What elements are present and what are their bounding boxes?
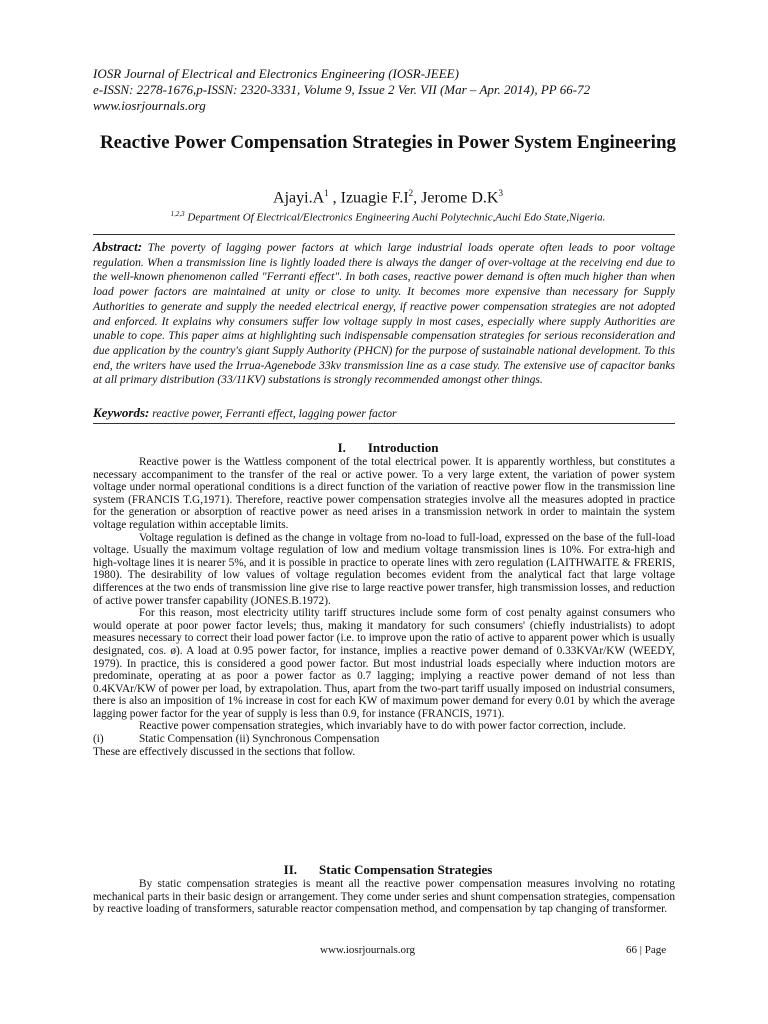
keywords-text: reactive power, Ferranti effect, lagging power factor [152, 407, 397, 420]
author-affiliation-mark: 2 [408, 188, 414, 198]
section-title: Introduction [367, 440, 439, 455]
journal-website: www.iosrjournals.org [93, 98, 206, 113]
paragraph: Reactive power is the Wattless component of the total electrical power. It is apparently worthless, but constitutes a necessary accompaniment to the transfer of the real or active power. To a very large extent, the variation of power system voltage under normal operational conditions is a direct function of the variation of reactive power flow in the transmission line system (FRANCIS T.G,1971). Therefore, reactive power compensation strategies involve all the measures adopted in practice for the generation or absorption of reactive power as need arises in a transmission network in order to maintain the system voltage regulation within acceptable limits. [93, 456, 675, 531]
paragraph: By static compensation strategies is meant all the reactive power compensation measures involving no rotating mechanical parts in their basic design or arrangement. They come under series and shunt compensation strategies, compensation by reactive loading of transformers, saturable reactor compensation method, and compensation by tap changing of transformer. [93, 878, 675, 916]
author-affiliation-mark: 1 [324, 188, 329, 198]
page-number: 66 | Page [626, 944, 667, 956]
footer-website: www.iosrjournals.org [320, 944, 416, 956]
author-separator: , [413, 189, 422, 207]
affiliation-text: Department Of Electrical/Electronics Engineering Auchi Polytechnic,Auchi Edo State,Nigeria. [184, 211, 606, 224]
author-name: Ajayi.A [273, 189, 325, 207]
list-text: Static Compensation (ii) Synchronous Compensation [139, 733, 380, 746]
divider-top [93, 234, 675, 235]
author-affiliation [88, 207, 688, 225]
paragraph: Reactive power compensation strategies, which invariably have to do with power factor correction, include. [139, 720, 626, 733]
section-heading-static-compensation [88, 862, 688, 878]
author-list [88, 183, 688, 208]
author-separator: , [328, 189, 341, 207]
section-heading-introduction [88, 440, 688, 456]
journal-issn: e-ISSN: 2278-1676,p-ISSN: 2320-3331, Volume 9, Issue 2 Ver. VII (Mar – Apr. 2014), PP 66-72 [93, 82, 591, 97]
section-title: Static Compensation Strategies [319, 862, 493, 877]
paragraph: Voltage regulation is defined as the change in voltage from no-load to full-load, expressed on the base of the full-load voltage. Usually the maximum voltage regulation of low and medium voltage transmission lines is 10%. For extra-high and high-voltage lines it is nearer 5%, and it is possible in practice to operate lines with zero regulation (LAITHWAITE & FRERIS, 1980). The desirability of low values of voltage regulation becomes evident from the analytical fact that large voltage differences at the two ends of transmission line give rise to large reactive power transfer, high transmission losses, and reduction of active power transfer capability (JONES.B.1972). [93, 531, 675, 607]
paragraph: These are effectively discussed in the sections that follow. [93, 745, 356, 758]
section-number: I. [337, 440, 346, 455]
keywords-label: Keywords: [93, 405, 150, 420]
section-number: II. [283, 862, 298, 877]
keywords [93, 405, 675, 421]
divider-bottom [93, 423, 675, 424]
static-compensation-body [93, 878, 675, 916]
abstract-label: Abstract: [93, 239, 143, 254]
author-affiliation-mark: 3 [498, 188, 503, 198]
paragraph: For this reason, most electricity utility tariff structures include some form of cost penalty against consumers who would operate at poor power factor levels; thus, making it mandatory for such consumers' (chiefly industrialists) to adopt measures necessary to correct their load power factor (i.e. to improve upon the ratio of active to apparent power which is usually designated, cos. ø). A load at 0.95 power factor, for instance, implies a reactive power demand of 0.33KVAr/KW (WEEDY, 1979). In practice, this is considered a good power factor. But most industrial loads especially where induction motors are predominate, operating at as poor a power factor as 0.7 lagging; implying a reactive power demand of not less than 0.4KVAr/KW of power per load, by extrapolation. Thus, apart from the two-part tariff usually imposed on industrial consumers, there is also an imposition of 1% increase in cost for each KW of maximum power demand for every 0.01 by which the average lagging power factor for the year of supply is less than 0.9, for instance (FRANCIS, 1971). [93, 607, 675, 720]
journal-name: IOSR Journal of Electrical and Electronics Engineering (IOSR-JEEE) [93, 66, 459, 81]
list-marker: (i) [93, 733, 104, 746]
affiliation-mark: 1,2,3 [170, 210, 185, 218]
abstract [93, 240, 675, 388]
abstract-text: The poverty of lagging power factors at which large industrial loads operate often leads to poor voltage regulation. When a transmission line is lightly loaded there is always the danger of over-voltage at the receiving end due to the well-known phenomenon called "Ferranti effect". In both cases, reactive power demand is often much higher than when load power factors are maintained at unity or close to unity. It becomes more expensive than necessary for Supply Authorities to generate and supply the needed electrical energy, if reactive power compensation strategies are not adopted and enforced. It explains why consumers suffer low voltage supply in most cases, especially where supply Authorities are unable to cope. This paper aims at highlighting such indispensable compensation strategies for serious reconsideration and due application by the country's giant Supply Authority (PHCN) for the purpose of sustainable national development. To this end, the writers have used the Irrua-Agenebode 33kv transmission line as a case study. The extensive use of capacitor banks at all primary distribution (33/11KV) substations is strongly recommended amongst other things. [93, 241, 675, 387]
introduction-body [93, 456, 675, 758]
author-name: Izuagie F.I [340, 189, 409, 207]
list-item [93, 733, 675, 746]
journal-header [93, 66, 693, 114]
paper-title: Reactive Power Compensation Strategies in Power System Engineering [99, 132, 677, 153]
author-name: Jerome D.K [421, 189, 499, 207]
